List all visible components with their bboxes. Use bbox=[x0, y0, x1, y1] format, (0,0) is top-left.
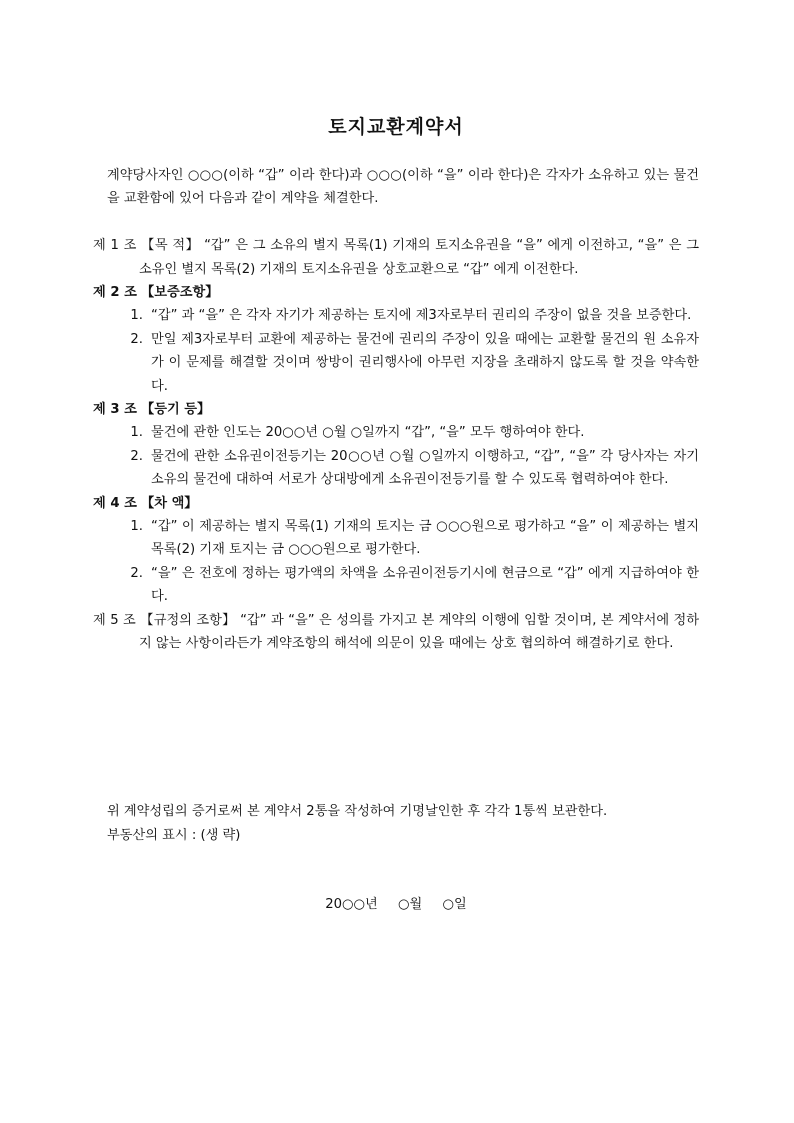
articles bbox=[93, 234, 699, 656]
date-year: 20○○년 bbox=[325, 897, 378, 912]
item-text: 물건에 관한 소유권이전등기는 20○○년 ○월 ○일까지 이행하고, “갑”, “을” 각 당사자는 자기 소유의 물건에 대하여 서로가 상대방에게 소유권이전등기를 할 수 있도록 협력하여야 한다. bbox=[151, 448, 699, 487]
article-number: 제 1 조 bbox=[93, 238, 137, 253]
list-item bbox=[93, 328, 699, 399]
list-item bbox=[93, 445, 699, 492]
item-number: 1. bbox=[130, 308, 143, 323]
item-text: 물건에 관한 인도는 20○○년 ○월 ○일까지 “갑”, “을” 모두 행하여야 한다. bbox=[151, 425, 585, 440]
article-heading: 【목 적】 bbox=[141, 238, 200, 253]
intro-text: 계약당사자인 ○○○(이하 “갑” 이라 한다)과 ○○○(이하 “을” 이라 한다)은 각자가 소유하고 있는 물건을 교환함에 있어 다음과 같이 계약을 체결한다. bbox=[107, 168, 699, 206]
article-number: 제 5 조 bbox=[93, 612, 136, 628]
list-item bbox=[93, 304, 699, 328]
article-3 bbox=[93, 398, 699, 492]
article-1 bbox=[93, 234, 699, 281]
intro-paragraph bbox=[93, 164, 699, 210]
article-heading: 【규정의 조항】 bbox=[140, 612, 236, 628]
item-text: “갑” 이 제공하는 별지 목록(1) 기재의 토지는 금 ○○○원으로 평가하고 “을” 이 제공하는 별지 목록(2) 기재 토지는 금 ○○○원으로 평가한다. bbox=[151, 518, 699, 557]
item-number: 1. bbox=[130, 425, 143, 440]
item-number: 1. bbox=[130, 518, 143, 534]
property-label: 부동산의 표시 : (생 략) bbox=[107, 828, 241, 843]
article-2 bbox=[93, 281, 699, 398]
article-5 bbox=[93, 609, 699, 656]
article-text: “갑” 은 그 소유의 별지 목록(1) 기재의 토지소유권을 “을” 에게 이전하고, “을” 은 그 소유인 별지 목록(2) 기재의 토지소유권을 상호교환으로 “갑” 에게 이전한다. bbox=[139, 238, 699, 277]
article-4 bbox=[93, 492, 699, 609]
closing-text: 위 계약성립의 증거로써 본 계약서 2통을 작성하여 기명날인한 후 각각 1통씩 보관한다. bbox=[107, 804, 608, 819]
article-text: “갑” 과 “을” 은 성의를 가지고 본 계약의 이행에 임할 것이며, 본 계약서에 정하지 않는 사항이라든가 계약조항의 해석에 의문이 있을 때에는 상호 협의하여 해결하기로 한다. bbox=[139, 612, 699, 651]
article-number: 제 3 조 bbox=[93, 402, 137, 417]
article-heading: 【등기 등】 bbox=[141, 402, 211, 417]
item-text: “갑” 과 “을” 은 각자 자기가 제공하는 토지에 제3자로부터 권리의 주장이 없을 것을 보증한다. bbox=[151, 308, 692, 323]
article-heading: 【보증조항】 bbox=[141, 285, 219, 300]
item-number: 2. bbox=[130, 448, 143, 464]
item-text: “을” 은 전호에 정하는 평가액의 차액을 소유권이전등기시에 현금으로 “갑” 에게 지급하여야 한다. bbox=[151, 565, 699, 604]
list-item bbox=[93, 515, 699, 562]
document-title: 토지교환계약서 bbox=[328, 116, 464, 138]
list-item bbox=[93, 562, 699, 609]
contract-date bbox=[93, 893, 699, 912]
article-number: 제 4 조 bbox=[93, 495, 137, 511]
closing-section bbox=[93, 800, 699, 848]
list-item bbox=[93, 421, 699, 445]
item-number: 2. bbox=[130, 331, 143, 347]
item-text: 만일 제3자로부터 교환에 제공하는 물건에 권리의 주장이 있을 때에는 교환할 물건의 원 소유자가 이 문제를 해결할 것이며 쌍방이 권리행사에 아무런 지장을 초래하지 않도록 할 것을 약속한다. bbox=[151, 331, 699, 394]
date-month: ○월 bbox=[398, 897, 423, 912]
item-number: 2. bbox=[130, 565, 143, 581]
article-number: 제 2 조 bbox=[93, 285, 137, 300]
date-day: ○일 bbox=[442, 897, 467, 912]
article-heading: 【차 액】 bbox=[141, 495, 198, 511]
